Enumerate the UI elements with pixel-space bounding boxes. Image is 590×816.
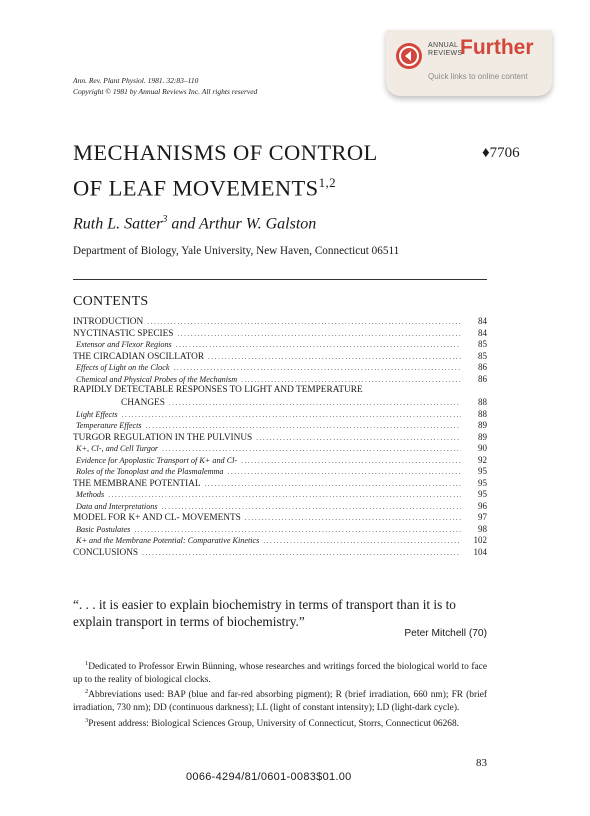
toc-leader bbox=[208, 352, 461, 364]
toc-title: Extensor and Flexor Regions bbox=[76, 340, 172, 349]
toc-title: Temperature Effects bbox=[76, 421, 142, 430]
title-line-1: MECHANISMS OF CONTROL bbox=[73, 140, 378, 165]
footnote-text: Dedicated to Professor Erwin Bünning, whose researches and writings forced the biological world to face up to the reality of biological clocks. bbox=[73, 662, 487, 685]
toc-subentry[interactable] bbox=[73, 455, 487, 467]
toc-page: 97 bbox=[478, 512, 487, 522]
toc-subentry[interactable] bbox=[73, 362, 487, 374]
toc-leader bbox=[146, 421, 461, 433]
footnote-mark: 3 bbox=[85, 716, 89, 724]
toc-leader bbox=[108, 490, 461, 502]
toc-leader bbox=[245, 513, 461, 525]
badge-annual-reviews bbox=[428, 42, 462, 58]
toc-page: 96 bbox=[478, 500, 487, 511]
toc-entry[interactable] bbox=[73, 547, 487, 559]
toc-entry[interactable] bbox=[73, 478, 487, 490]
toc-subentry[interactable] bbox=[73, 501, 487, 513]
toc-title: Effects of Light on the Clock bbox=[76, 363, 170, 372]
toc-page: 84 bbox=[478, 316, 487, 326]
toc-entry[interactable] bbox=[73, 385, 487, 397]
toc-entry[interactable] bbox=[73, 316, 487, 328]
toc-title: Evidence for Apoplastic Transport of K+ and Cl- bbox=[76, 455, 238, 465]
toc-page: 85 bbox=[478, 350, 487, 361]
footnote-mark: 1 bbox=[85, 660, 89, 667]
toc-page: 95 bbox=[478, 466, 487, 476]
toc-page: 104 bbox=[473, 546, 487, 557]
toc-title: MODEL FOR K+ AND CL- MOVEMENTS bbox=[73, 513, 241, 523]
department: Department of Biology, Yale University, New Haven, Connecticut 06511 bbox=[73, 245, 400, 257]
further-badge[interactable] bbox=[386, 30, 552, 96]
footnote-1 bbox=[73, 658, 487, 686]
toc-leader bbox=[228, 467, 461, 479]
toc-leader bbox=[147, 317, 461, 329]
authors bbox=[73, 214, 316, 233]
toc-title: Data and Interpretations bbox=[76, 501, 158, 511]
toc-title: Roles of the Tonoplast and the Plasmalemma bbox=[76, 467, 224, 476]
toc-title: Methods bbox=[76, 490, 105, 499]
toc-entry[interactable] bbox=[73, 512, 487, 524]
toc-page: 86 bbox=[478, 373, 487, 384]
author-2: and Arthur W. Galston bbox=[167, 215, 317, 233]
journal-header bbox=[73, 75, 257, 97]
toc-leader bbox=[162, 502, 461, 514]
epigraph-quote: “. . . it is easier to explain biochemistry in terms of transport than it is to explain transport in terms of biochemistry.” bbox=[73, 597, 456, 629]
toc-title: RAPIDLY DETECTABLE RESPONSES TO LIGHT AND TEMPERATURE bbox=[73, 385, 363, 395]
toc-page: 88 bbox=[478, 408, 487, 419]
footnote-text: Present address: Biological Sciences Group, University of Connecticut, Storrs, Connecticut 06268. bbox=[88, 718, 460, 729]
toc-page: 84 bbox=[478, 327, 487, 338]
badge-reviews: REVIEWS bbox=[428, 50, 463, 57]
toc-subentry[interactable] bbox=[73, 409, 487, 421]
toc-page: 95 bbox=[478, 489, 487, 499]
toc-title: TURGOR REGULATION IN THE PULVINUS bbox=[73, 432, 253, 443]
toc-subentry[interactable] bbox=[73, 535, 487, 547]
toc-entry-continued[interactable] bbox=[73, 397, 487, 409]
toc-leader bbox=[142, 548, 461, 560]
toc-leader bbox=[122, 410, 461, 422]
toc-title: NYCTINASTIC SPECIES bbox=[73, 328, 174, 339]
toc-page: 92 bbox=[478, 454, 487, 465]
toc-page: 102 bbox=[473, 535, 487, 545]
toc-title: THE CIRCADIAN OSCILLATOR bbox=[73, 351, 205, 362]
toc-page: 88 bbox=[478, 397, 487, 407]
toc-subentry[interactable] bbox=[73, 466, 487, 478]
toc-entry[interactable] bbox=[73, 432, 487, 444]
toc-title: CONCLUSIONS bbox=[73, 547, 139, 558]
journal-copyright: Copyright © 1981 by Annual Reviews Inc. All rights reserved bbox=[73, 87, 258, 96]
author-1: Ruth L. Satter bbox=[73, 215, 163, 233]
header-divider bbox=[73, 279, 487, 280]
toc-leader bbox=[256, 433, 461, 445]
title-line-2: OF LEAF MOVEMENTS bbox=[73, 175, 319, 201]
further-logo-icon bbox=[396, 43, 422, 69]
toc-subentry[interactable] bbox=[73, 489, 487, 501]
toc-page: 90 bbox=[478, 443, 487, 453]
table-of-contents bbox=[73, 316, 487, 558]
toc-page: 89 bbox=[478, 431, 487, 442]
footnote-text: Abbreviations used: BAP (blue and far-red absorbing pigment); R (brief irradiation, 660 nm); FR (brief irradiation, 730 nm); DD (continuous darkness); LL (light of constant intensity); LD (light-dark cycle). bbox=[73, 690, 487, 714]
issn-code: 0066-4294/81/0601-0083$01.00 bbox=[186, 771, 352, 783]
toc-subentry[interactable] bbox=[73, 339, 487, 351]
contents-heading: CONTENTS bbox=[73, 294, 149, 309]
toc-title: Light Effects bbox=[76, 409, 118, 419]
footnote-3 bbox=[73, 715, 487, 731]
badge-tagline[interactable]: Quick links to online content bbox=[428, 72, 528, 81]
badge-further[interactable]: Further bbox=[460, 36, 534, 59]
title-footnote-marks: 1,2 bbox=[318, 175, 337, 190]
toc-leader bbox=[177, 329, 461, 341]
toc-title: K+ and the Membrane Potential: Comparative Kinetics bbox=[76, 536, 260, 545]
toc-title: K+, Cl-, and Cell Turgor bbox=[76, 444, 159, 453]
toc-title: INTRODUCTION bbox=[73, 317, 144, 327]
toc-page: 98 bbox=[478, 523, 487, 534]
footnote-mark: 2 bbox=[85, 688, 89, 696]
toc-leader bbox=[241, 456, 461, 468]
toc-leader bbox=[176, 340, 461, 352]
toc-subentry[interactable] bbox=[73, 443, 487, 455]
article-code: ♦7706 bbox=[482, 145, 520, 161]
epigraph-attribution: Peter Mitchell (70) bbox=[404, 628, 487, 639]
journal-citation: Ann. Rev. Plant Physiol. 1981. 32:83–110 bbox=[73, 76, 199, 85]
toc-leader bbox=[263, 536, 461, 548]
toc-page: 95 bbox=[478, 477, 487, 488]
toc-subentry[interactable] bbox=[73, 524, 487, 536]
toc-leader bbox=[205, 479, 461, 491]
toc-page: 89 bbox=[478, 420, 487, 430]
toc-page: 86 bbox=[478, 362, 487, 372]
toc-entry[interactable] bbox=[73, 328, 487, 340]
toc-title: Basic Postulates bbox=[76, 524, 131, 534]
toc-entry[interactable] bbox=[73, 351, 487, 363]
toc-title: THE MEMBRANE POTENTIAL bbox=[73, 478, 201, 489]
badge-annual: ANNUAL bbox=[428, 42, 459, 49]
toc-subentry[interactable] bbox=[73, 374, 487, 386]
footnote-2 bbox=[73, 686, 487, 714]
toc-title: Chemical and Physical Probes of the Mechanism bbox=[76, 374, 238, 384]
toc-leader bbox=[169, 398, 461, 410]
page-number: 83 bbox=[476, 757, 487, 769]
toc-page: 85 bbox=[478, 339, 487, 349]
article-title bbox=[73, 138, 378, 204]
toc-title: CHANGES bbox=[121, 398, 165, 408]
toc-subentry[interactable] bbox=[73, 420, 487, 432]
author-1-footnote: 3 bbox=[162, 214, 168, 225]
footnotes bbox=[73, 658, 487, 730]
